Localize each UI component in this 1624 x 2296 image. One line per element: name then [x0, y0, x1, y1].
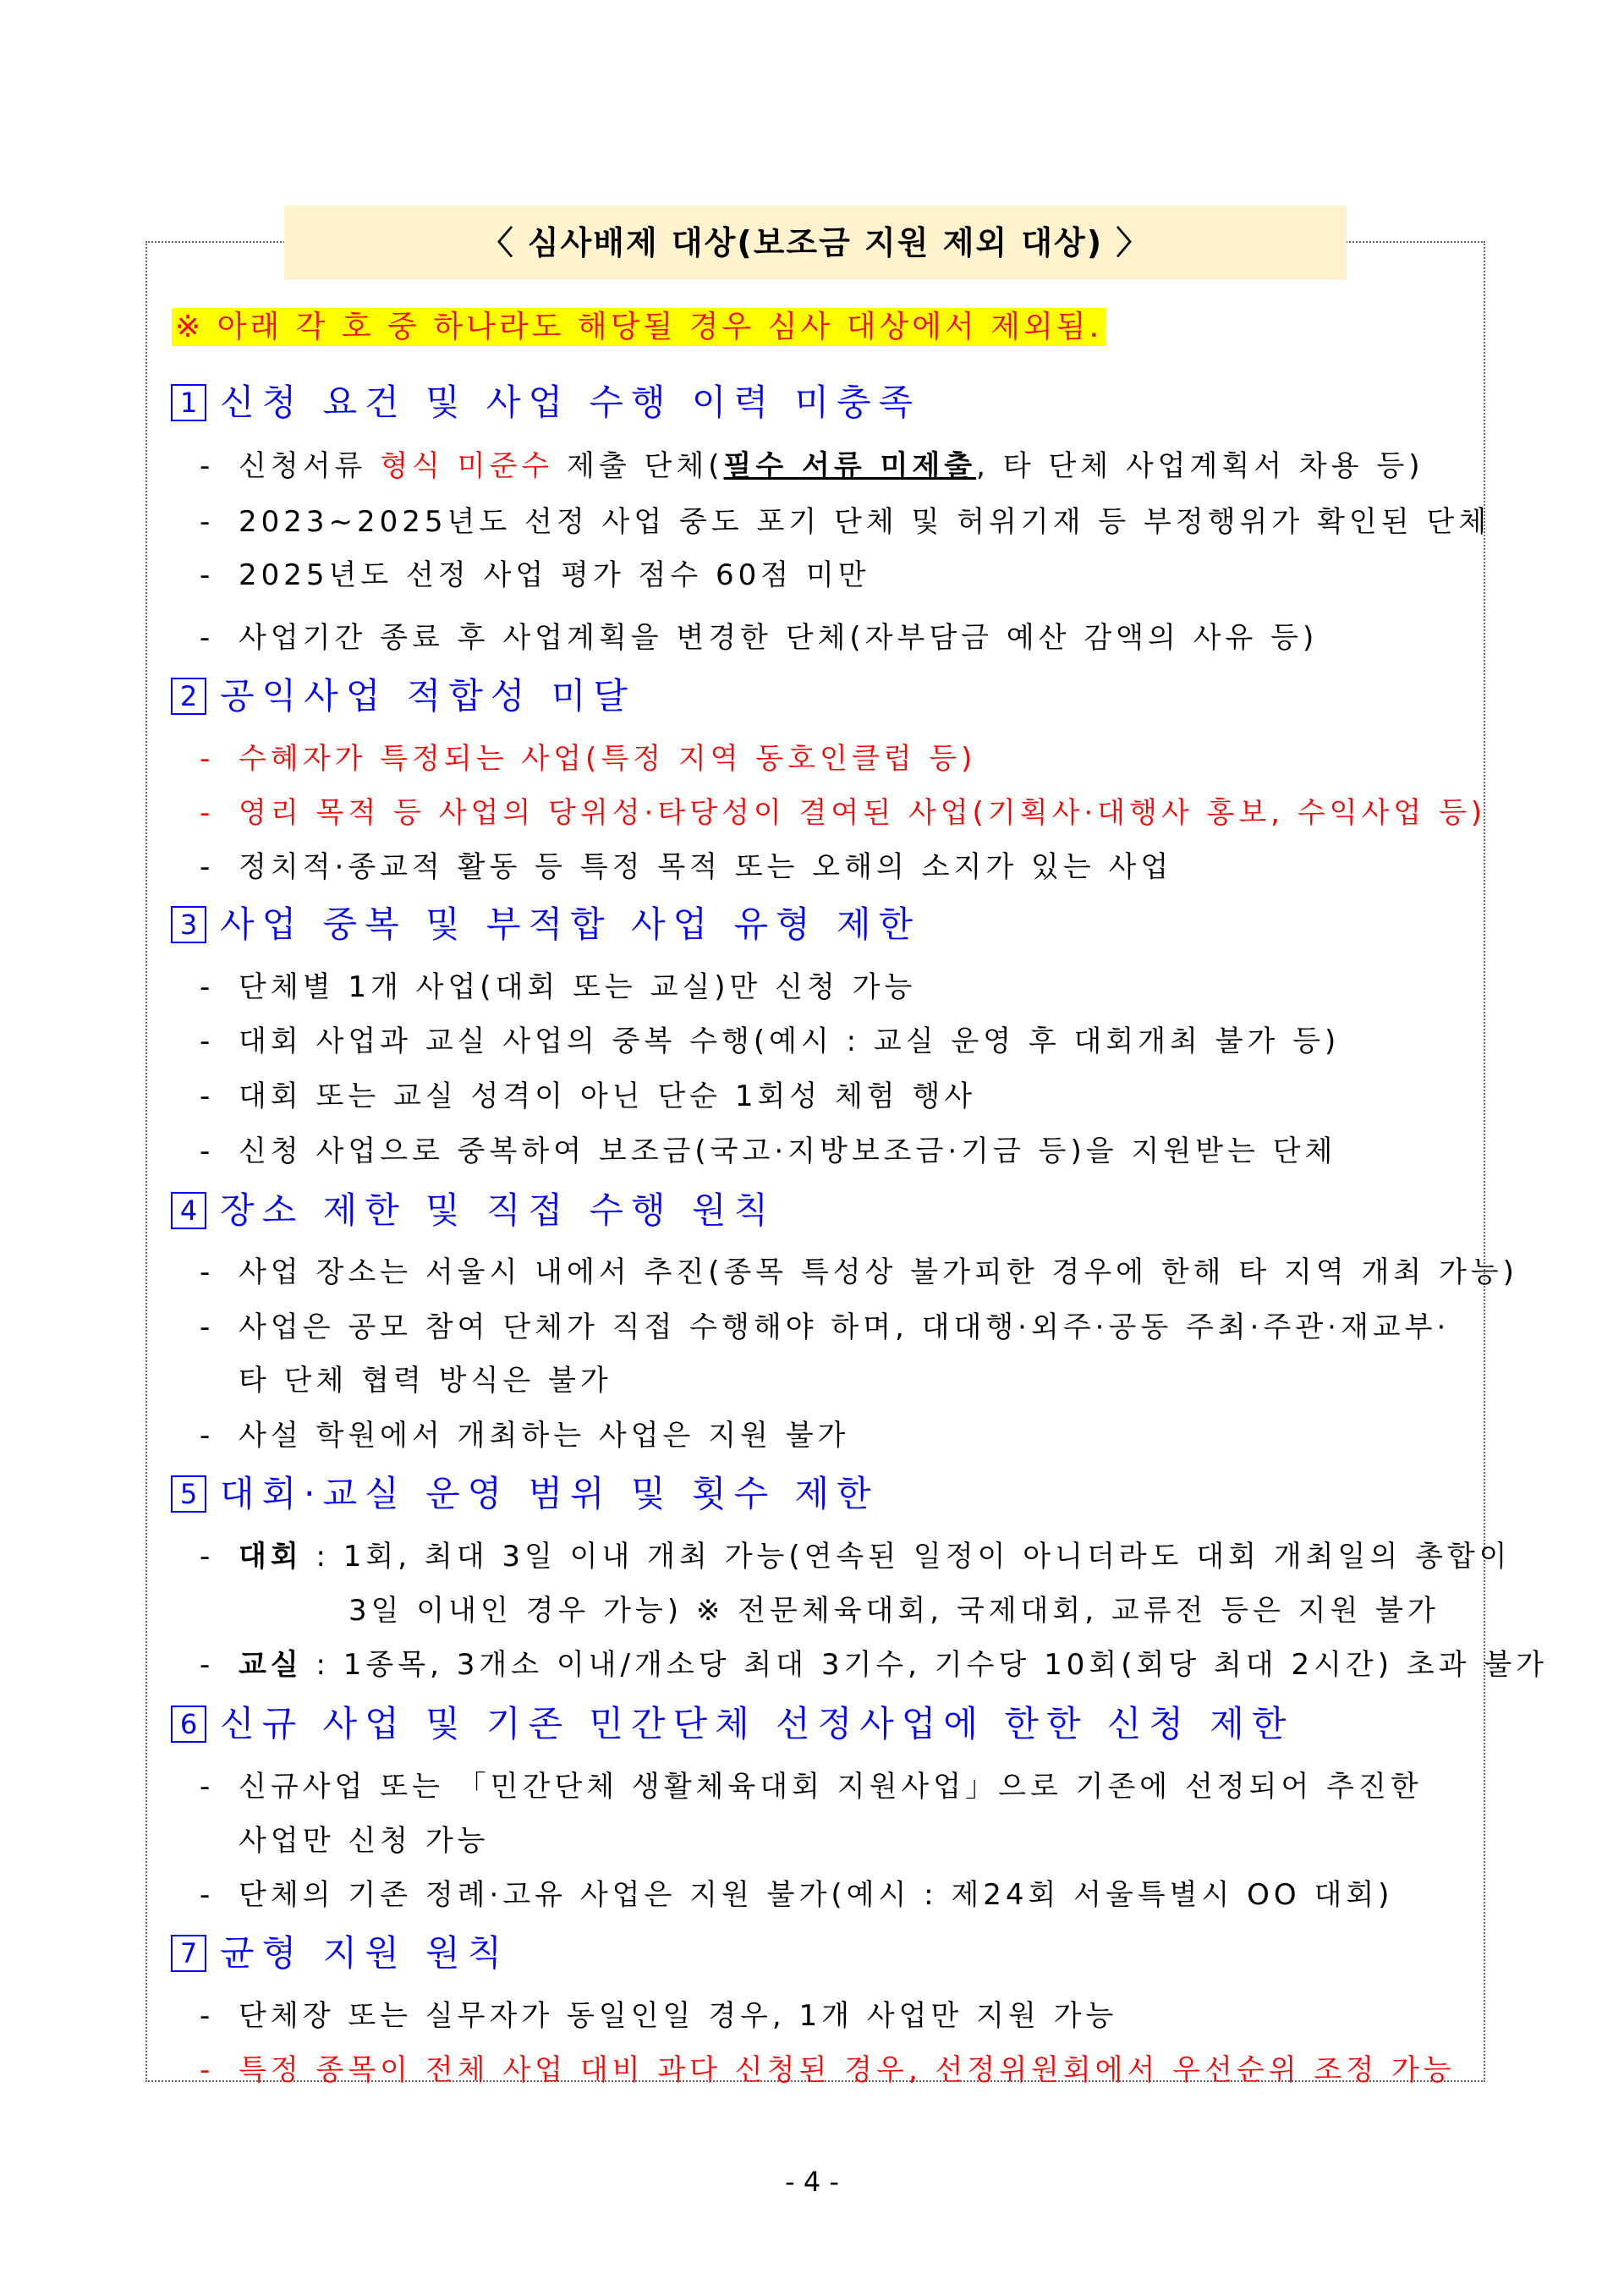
section-heading-4: 4 장소 제한 및 직접 수행 원칙 [171, 1183, 776, 1233]
list-item: - 특정 종목이 전체 사업 대비 과다 신청된 경우, 선정위원회에서 우선순위 조정 가능 [200, 2053, 1456, 2087]
list-item: - 수혜자가 특정되는 사업(특정 지역 동호인클럽 등) [200, 742, 977, 776]
list-item: - 사업 장소는 서울시 내에서 추진(종목 특성상 불가피한 경우에 한해 타 지역 개최 가능) [200, 1255, 1518, 1289]
list-item-continuation: 타 단체 협력 방식은 불가 [239, 1364, 612, 1398]
notice-text: ※ 아래 각 호 중 하나라도 해당될 경우 심사 대상에서 제외됨. [172, 303, 1106, 346]
list-item: - 사업은 공모 참여 단체가 직접 수행해야 하며, 대대행·외주·공동 주최·주관·재교부· [200, 1310, 1451, 1344]
list-item: - 사업기간 종료 후 사업계획을 변경한 단체(자부담금 예산 감액의 사유 등) [200, 621, 1319, 655]
page-title: 〈 심사배제 대상(보조금 지원 제외 대상) 〉 [284, 206, 1347, 280]
section-heading-5: 5 대회·교실 운영 범위 및 횟수 제한 [171, 1466, 879, 1517]
list-item: - 대회 또는 교실 성격이 아닌 단순 1회성 체험 행사 [200, 1079, 977, 1113]
section-heading-1: 1 신청 요건 및 사업 수행 이력 미충족 [171, 375, 920, 426]
section-heading-6: 6 신규 사업 및 기존 민간단체 선정사업에 한한 신청 제한 [171, 1696, 1293, 1747]
list-item: - 신청서류 형식 미준수 제출 단체(필수 서류 미제출, 타 단체 사업계획서 차용 등) [200, 449, 1424, 483]
list-item: - 사설 학원에서 개최하는 사업은 지원 불가 [200, 1419, 850, 1453]
list-item: - 단체장 또는 실무자가 동일인일 경우, 1개 사업만 지원 가능 [200, 1999, 1118, 2033]
page-number: - 4 - [785, 2166, 839, 2198]
list-item: - 정치적·종교적 활동 등 특정 목적 또는 오해의 소지가 있는 사업 [200, 850, 1173, 884]
list-item: - 신청 사업으로 중복하여 보조금(국고·지방보조금·기금 등)을 지원받는 단체 [200, 1134, 1337, 1168]
section-heading-2: 2 공익사업 적합성 미달 [171, 668, 635, 719]
list-item: - 2025년도 선정 사업 평가 점수 60점 미만 [200, 558, 870, 592]
list-item: - 신규사업 또는 「민간단체 생활체육대회 지원사업」으로 기존에 선정되어 추진한 [200, 1770, 1423, 1804]
list-item-continuation: 사업만 신청 가능 [239, 1824, 490, 1858]
list-item: - 영리 목적 등 사업의 당위성·타당성이 결여된 사업(기획사·대행사 홍보, 수익사업 등) [200, 796, 1487, 830]
section-heading-3: 3 사업 중복 및 부적합 사업 유형 제한 [171, 897, 920, 948]
list-item: - 대회 사업과 교실 사업의 중복 수행(예시 : 교실 운영 후 대회개최 불가 등) [200, 1024, 1341, 1058]
section-heading-7: 7 균형 지원 원칙 [171, 1925, 509, 1976]
list-item: - 단체별 1개 사업(대회 또는 교실)만 신청 가능 [200, 970, 917, 1004]
list-item: - 단체의 기존 정례·고유 사업은 지원 불가(예시 : 제24회 서울특별시 OO 대회) [200, 1878, 1394, 1912]
list-item: - 교실 : 1종목, 3개소 이내/개소당 최대 3기수, 기수당 10회(회당 최대 2시간) 초과 불가 [200, 1648, 1549, 1682]
list-item-continuation: 3일 이내인 경우 가능) ※ 전문체육대회, 국제대회, 교류전 등은 지원 불가 [348, 1594, 1440, 1628]
list-item: - 대회 : 1회, 최대 3일 이내 개최 가능(연속된 일정이 아니더라도 대회 개최일의 총합이 [200, 1540, 1512, 1574]
list-item: - 2023~2025년도 선정 사업 중도 포기 단체 및 허위기재 등 부정행위가 확인된 단체 [200, 505, 1491, 539]
